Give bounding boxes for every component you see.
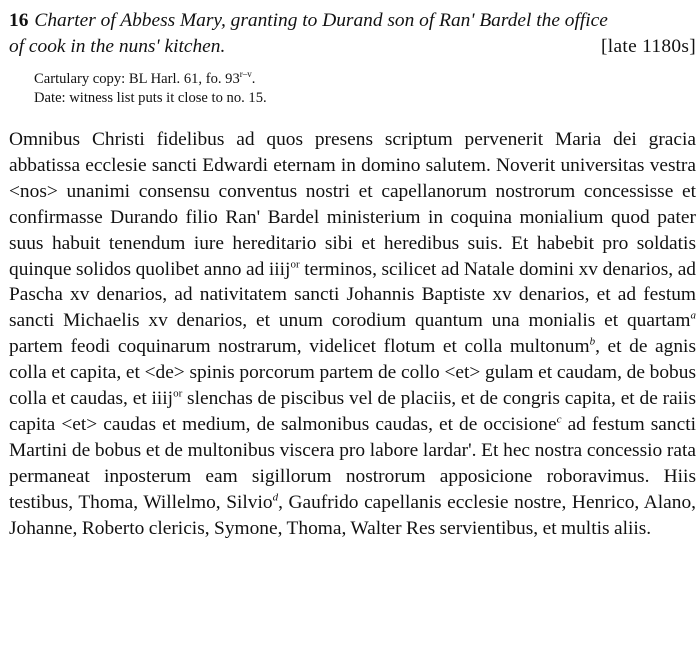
source-notes bbox=[34, 70, 696, 108]
heading-line-1 bbox=[9, 8, 696, 34]
text-segment: ad festum sancti Martini de bobus et de multonibus viscera pro labore lardar'. Et hec nostra concessio rata permaneat inposterum eam sigillorum nostrorum apposicione roboravimus. Hiis testibus, Thoma, Willelmo, Silvio bbox=[9, 413, 696, 513]
text-segment: , Gaufrido capellanis ecclesie nostre, Henrico, Alano, Johanne, Roberto clericis, Symone, Thoma, Walter Res servientibus, et multis aliis. bbox=[9, 491, 696, 539]
folio-sides: r–v bbox=[239, 69, 252, 80]
text-segment: , et de agnis colla et capita, et <de> spinis porcorum partem de collo <et> gulam et caudam, de bobus colla et caudas, et iiij bbox=[9, 336, 696, 410]
ordinal-superscript: or bbox=[173, 387, 183, 400]
text-segment: terminos, scilicet ad Natale domini xv denarios, ad Pascha xv denarios, ad nativitatem sancti Johannis Baptiste xv denarios, et ad festum sancti Michaelis xv denarios, et unum corodium quantum una monialis et quartam bbox=[9, 258, 696, 332]
charter-heading bbox=[9, 8, 696, 60]
footnote-marker-b: b bbox=[589, 335, 596, 348]
footnote-marker-c: c bbox=[556, 413, 562, 426]
charter-date: [late 1180s] bbox=[601, 36, 696, 57]
cartulary-note bbox=[34, 70, 696, 89]
charter-text bbox=[9, 127, 696, 542]
footnote-marker-a: a bbox=[690, 309, 696, 322]
text-segment: Omnibus Christi fidelibus ad quos presens scriptum pervenerit Maria dei gracia abbatissa ecclesie sancti Edwardi eternam in domino salutem. Noverit universitas vestra <nos> unanimi consensu conventus nostri et capellanorum nostrorum concessisse et confirmasse Durando filio Ran' Bardel ministerium in coquina monialium quod pater suus habuit tenendum iure hereditario sibi et heredibus suis. Et habebit pro soldatis quinque solidos quolibet anno ad iiij bbox=[9, 129, 696, 280]
text-segment: partem feodi coquinarum nostrarum, videlicet flotum et colla multonum bbox=[9, 336, 590, 358]
charter-title-part-1: Charter of Abbess Mary, granting to Durand son of Ran' Bardel the office bbox=[34, 10, 608, 31]
charter-number: 16 bbox=[9, 10, 29, 31]
charter-title-part-2: of cook in the nuns' kitchen. bbox=[9, 36, 226, 57]
ordinal-superscript: or bbox=[290, 258, 300, 271]
heading-line-2 bbox=[9, 34, 696, 60]
date-note: Date: witness list puts it close to no. 15. bbox=[34, 90, 267, 106]
cartulary-end: . bbox=[251, 71, 256, 87]
text-segment: slenchas de piscibus vel de placiis, et de congris capita, et de raiis capita <et> caudas et medium, de salmonibus caudas, et de occisione bbox=[9, 388, 696, 435]
cartulary-text: Cartulary copy: BL Harl. 61, fo. 93 bbox=[34, 71, 240, 87]
footnote-marker-d: d bbox=[272, 491, 279, 504]
